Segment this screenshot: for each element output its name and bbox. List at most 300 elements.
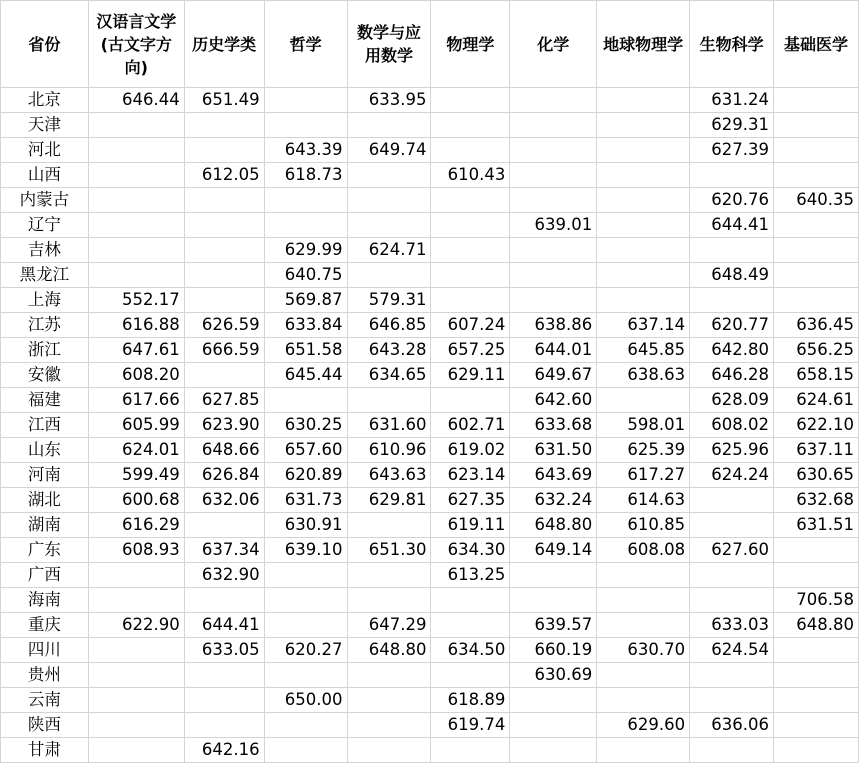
score-cell-basic-medicine: 648.80: [774, 613, 859, 638]
score-cell-philosophy: 620.89: [264, 463, 347, 488]
score-cell-biology: 636.06: [690, 713, 774, 738]
table-row: [1, 613, 859, 638]
score-cell-mathematics: 610.96: [347, 438, 431, 463]
score-cell-history: 626.59: [184, 313, 264, 338]
score-cell-biology: [690, 688, 774, 713]
score-cell-basic-medicine: 631.51: [774, 513, 859, 538]
score-cell-history: 651.49: [184, 88, 264, 113]
table-row: [1, 313, 859, 338]
score-cell-physics: 619.11: [431, 513, 510, 538]
score-cell-physics: 613.25: [431, 563, 510, 588]
header-basic-medicine: 基础医学: [774, 1, 859, 88]
table-row: [1, 438, 859, 463]
province-cell: 内蒙古: [1, 188, 89, 213]
score-cell-chinese-paleography: [88, 738, 184, 763]
score-cell-biology: 633.03: [690, 613, 774, 638]
score-cell-basic-medicine: [774, 563, 859, 588]
score-cell-history: [184, 663, 264, 688]
score-cell-history: [184, 713, 264, 738]
score-cell-biology: [690, 513, 774, 538]
score-cell-biology: [690, 288, 774, 313]
province-cell: 福建: [1, 388, 89, 413]
header-chemistry: 化学: [510, 1, 597, 88]
table-row: [1, 413, 859, 438]
score-cell-biology: 620.76: [690, 188, 774, 213]
score-cell-basic-medicine: [774, 263, 859, 288]
score-cell-biology: [690, 738, 774, 763]
score-cell-history: 623.90: [184, 413, 264, 438]
score-cell-history: 632.90: [184, 563, 264, 588]
score-cell-mathematics: [347, 213, 431, 238]
score-cell-philosophy: [264, 588, 347, 613]
score-cell-chemistry: [510, 713, 597, 738]
score-cell-biology: [690, 163, 774, 188]
score-cell-history: [184, 238, 264, 263]
province-cell: 云南: [1, 688, 89, 713]
score-cell-history: 666.59: [184, 338, 264, 363]
score-cell-mathematics: 647.29: [347, 613, 431, 638]
score-cell-geophysics: [597, 388, 690, 413]
score-cell-chemistry: 630.69: [510, 663, 597, 688]
province-cell: 浙江: [1, 338, 89, 363]
score-cell-chinese-paleography: [88, 238, 184, 263]
header-physics: 物理学: [431, 1, 510, 88]
score-cell-biology: [690, 238, 774, 263]
table-row: [1, 163, 859, 188]
score-cell-basic-medicine: 632.68: [774, 488, 859, 513]
table-row: [1, 663, 859, 688]
score-cell-mathematics: 629.81: [347, 488, 431, 513]
province-cell: 河北: [1, 138, 89, 163]
table-row: [1, 713, 859, 738]
score-cell-basic-medicine: [774, 288, 859, 313]
score-cell-physics: 623.14: [431, 463, 510, 488]
score-cell-geophysics: 617.27: [597, 463, 690, 488]
score-cell-mathematics: 624.71: [347, 238, 431, 263]
score-cell-geophysics: [597, 138, 690, 163]
score-cell-geophysics: [597, 188, 690, 213]
table-row: [1, 188, 859, 213]
score-cell-geophysics: [597, 613, 690, 638]
score-cell-philosophy: 618.73: [264, 163, 347, 188]
province-cell: 广西: [1, 563, 89, 588]
score-cell-basic-medicine: 658.15: [774, 363, 859, 388]
score-cell-history: 644.41: [184, 613, 264, 638]
score-cell-chinese-paleography: 646.44: [88, 88, 184, 113]
score-cell-mathematics: 651.30: [347, 538, 431, 563]
score-cell-geophysics: [597, 88, 690, 113]
score-cell-philosophy: [264, 613, 347, 638]
score-cell-mathematics: 649.74: [347, 138, 431, 163]
score-cell-geophysics: [597, 288, 690, 313]
score-cell-philosophy: 630.25: [264, 413, 347, 438]
score-cell-geophysics: 645.85: [597, 338, 690, 363]
score-cell-physics: [431, 213, 510, 238]
score-cell-biology: 624.54: [690, 638, 774, 663]
score-cell-philosophy: [264, 663, 347, 688]
score-cell-chinese-paleography: 599.49: [88, 463, 184, 488]
score-cell-chemistry: [510, 113, 597, 138]
score-cell-physics: 602.71: [431, 413, 510, 438]
score-cell-physics: [431, 88, 510, 113]
score-cell-basic-medicine: 624.61: [774, 388, 859, 413]
score-cell-physics: 634.30: [431, 538, 510, 563]
score-cell-geophysics: [597, 563, 690, 588]
score-cell-chinese-paleography: [88, 138, 184, 163]
score-cell-philosophy: [264, 563, 347, 588]
table-row: [1, 688, 859, 713]
header-mathematics: 数学与应用数学: [347, 1, 431, 88]
province-cell: 贵州: [1, 663, 89, 688]
score-cell-philosophy: [264, 713, 347, 738]
score-cell-mathematics: [347, 388, 431, 413]
score-cell-mathematics: [347, 513, 431, 538]
score-cell-chinese-paleography: [88, 663, 184, 688]
table-row: [1, 288, 859, 313]
score-cell-physics: [431, 263, 510, 288]
score-cell-chemistry: 632.24: [510, 488, 597, 513]
score-cell-geophysics: [597, 263, 690, 288]
score-cell-chemistry: 631.50: [510, 438, 597, 463]
score-cell-chinese-paleography: 552.17: [88, 288, 184, 313]
score-cell-geophysics: 598.01: [597, 413, 690, 438]
table-row: [1, 563, 859, 588]
table-row: [1, 638, 859, 663]
score-cell-philosophy: [264, 738, 347, 763]
score-cell-basic-medicine: 622.10: [774, 413, 859, 438]
score-cell-physics: [431, 138, 510, 163]
score-cell-philosophy: [264, 388, 347, 413]
score-cell-physics: 618.89: [431, 688, 510, 713]
score-cell-philosophy: 639.10: [264, 538, 347, 563]
score-cell-philosophy: [264, 113, 347, 138]
score-cell-mathematics: [347, 188, 431, 213]
score-cell-chinese-paleography: [88, 263, 184, 288]
score-cell-mathematics: [347, 563, 431, 588]
score-cell-physics: 627.35: [431, 488, 510, 513]
score-cell-mathematics: [347, 663, 431, 688]
score-cell-basic-medicine: [774, 538, 859, 563]
score-cell-philosophy: 630.91: [264, 513, 347, 538]
score-cell-basic-medicine: 656.25: [774, 338, 859, 363]
score-cell-history: 637.34: [184, 538, 264, 563]
score-cell-chinese-paleography: 608.93: [88, 538, 184, 563]
score-cell-chinese-paleography: 647.61: [88, 338, 184, 363]
score-cell-biology: 608.02: [690, 413, 774, 438]
province-cell: 海南: [1, 588, 89, 613]
table-row: [1, 263, 859, 288]
score-cell-geophysics: 637.14: [597, 313, 690, 338]
table-row: [1, 588, 859, 613]
province-cell: 四川: [1, 638, 89, 663]
province-cell: 山西: [1, 163, 89, 188]
score-cell-basic-medicine: [774, 138, 859, 163]
score-cell-mathematics: [347, 263, 431, 288]
score-cell-geophysics: [597, 688, 690, 713]
score-cell-basic-medicine: [774, 638, 859, 663]
table-row: [1, 463, 859, 488]
score-cell-physics: [431, 388, 510, 413]
score-cell-biology: 624.24: [690, 463, 774, 488]
score-cell-history: [184, 213, 264, 238]
score-cell-history: [184, 288, 264, 313]
score-cell-physics: 619.02: [431, 438, 510, 463]
score-cell-mathematics: 646.85: [347, 313, 431, 338]
province-cell: 甘肃: [1, 738, 89, 763]
score-cell-chemistry: [510, 288, 597, 313]
score-cell-basic-medicine: 640.35: [774, 188, 859, 213]
province-cell: 辽宁: [1, 213, 89, 238]
score-cell-chemistry: [510, 738, 597, 763]
score-cell-chinese-paleography: 624.01: [88, 438, 184, 463]
score-cell-biology: 646.28: [690, 363, 774, 388]
score-cell-mathematics: 633.95: [347, 88, 431, 113]
table-row: [1, 488, 859, 513]
score-cell-chinese-paleography: 616.29: [88, 513, 184, 538]
score-cell-chemistry: 639.01: [510, 213, 597, 238]
score-cell-geophysics: 630.70: [597, 638, 690, 663]
score-cell-chemistry: 648.80: [510, 513, 597, 538]
score-cell-philosophy: [264, 188, 347, 213]
header-philosophy: 哲学: [264, 1, 347, 88]
score-cell-chemistry: 643.69: [510, 463, 597, 488]
score-cell-biology: [690, 563, 774, 588]
score-cell-mathematics: [347, 713, 431, 738]
score-cell-chemistry: [510, 688, 597, 713]
score-cell-biology: [690, 488, 774, 513]
score-cell-basic-medicine: [774, 113, 859, 138]
score-cell-geophysics: [597, 213, 690, 238]
score-cell-chemistry: 642.60: [510, 388, 597, 413]
score-cell-philosophy: 650.00: [264, 688, 347, 713]
score-cell-chemistry: 638.86: [510, 313, 597, 338]
score-cell-mathematics: 643.28: [347, 338, 431, 363]
score-cell-history: [184, 513, 264, 538]
score-cell-chinese-paleography: [88, 563, 184, 588]
score-cell-biology: 642.80: [690, 338, 774, 363]
table-row: [1, 388, 859, 413]
score-cell-history: 633.05: [184, 638, 264, 663]
score-cell-history: [184, 188, 264, 213]
table-row: [1, 113, 859, 138]
province-cell: 江苏: [1, 313, 89, 338]
score-cell-philosophy: 569.87: [264, 288, 347, 313]
score-cell-geophysics: 614.63: [597, 488, 690, 513]
score-cell-history: [184, 363, 264, 388]
score-cell-biology: 625.96: [690, 438, 774, 463]
score-cell-chemistry: 633.68: [510, 413, 597, 438]
header-geophysics: 地球物理学: [597, 1, 690, 88]
table-row: [1, 138, 859, 163]
score-cell-philosophy: 643.39: [264, 138, 347, 163]
score-cell-history: [184, 138, 264, 163]
score-cell-basic-medicine: 706.58: [774, 588, 859, 613]
score-cell-philosophy: 640.75: [264, 263, 347, 288]
table-row: [1, 213, 859, 238]
table-row: [1, 88, 859, 113]
score-cell-chinese-paleography: 605.99: [88, 413, 184, 438]
score-cell-chinese-paleography: 608.20: [88, 363, 184, 388]
table-row: [1, 538, 859, 563]
score-cell-physics: [431, 238, 510, 263]
score-cell-chinese-paleography: [88, 588, 184, 613]
score-cell-chinese-paleography: [88, 188, 184, 213]
score-cell-chemistry: [510, 263, 597, 288]
score-cell-chemistry: 660.19: [510, 638, 597, 663]
score-cell-mathematics: 634.65: [347, 363, 431, 388]
score-cell-philosophy: 645.44: [264, 363, 347, 388]
score-cell-mathematics: 648.80: [347, 638, 431, 663]
table-row: [1, 513, 859, 538]
score-cell-basic-medicine: [774, 738, 859, 763]
score-cell-mathematics: 631.60: [347, 413, 431, 438]
province-cell: 湖南: [1, 513, 89, 538]
score-cell-history: 627.85: [184, 388, 264, 413]
score-cell-geophysics: [597, 588, 690, 613]
score-cell-physics: 610.43: [431, 163, 510, 188]
score-cell-physics: [431, 588, 510, 613]
score-cell-chemistry: [510, 238, 597, 263]
score-cell-biology: 627.39: [690, 138, 774, 163]
score-cell-biology: 620.77: [690, 313, 774, 338]
score-cell-biology: 627.60: [690, 538, 774, 563]
table-row: [1, 363, 859, 388]
score-cell-geophysics: [597, 663, 690, 688]
score-cell-geophysics: 625.39: [597, 438, 690, 463]
score-cell-geophysics: 638.63: [597, 363, 690, 388]
score-cell-basic-medicine: 630.65: [774, 463, 859, 488]
score-cell-chinese-paleography: [88, 713, 184, 738]
score-cell-geophysics: [597, 163, 690, 188]
score-cell-mathematics: [347, 738, 431, 763]
table-body: [1, 88, 859, 763]
score-cell-geophysics: [597, 238, 690, 263]
score-cell-chinese-paleography: 622.90: [88, 613, 184, 638]
score-cell-basic-medicine: [774, 238, 859, 263]
score-cell-chinese-paleography: [88, 113, 184, 138]
score-cell-biology: 648.49: [690, 263, 774, 288]
score-cell-philosophy: 657.60: [264, 438, 347, 463]
province-cell: 江西: [1, 413, 89, 438]
table-row: [1, 338, 859, 363]
score-cell-history: 612.05: [184, 163, 264, 188]
score-cell-biology: [690, 588, 774, 613]
table-row: [1, 238, 859, 263]
score-cell-chemistry: [510, 563, 597, 588]
score-cell-mathematics: [347, 163, 431, 188]
score-cell-chinese-paleography: 616.88: [88, 313, 184, 338]
province-cell: 陕西: [1, 713, 89, 738]
score-cell-philosophy: [264, 88, 347, 113]
score-cell-chemistry: [510, 188, 597, 213]
score-cell-geophysics: 610.85: [597, 513, 690, 538]
score-cell-philosophy: 620.27: [264, 638, 347, 663]
score-cell-mathematics: [347, 588, 431, 613]
province-cell: 吉林: [1, 238, 89, 263]
score-cell-history: 642.16: [184, 738, 264, 763]
score-cell-chemistry: [510, 588, 597, 613]
score-cell-chemistry: [510, 88, 597, 113]
score-cell-basic-medicine: [774, 713, 859, 738]
header-province: 省份: [1, 1, 89, 88]
score-cell-chemistry: 649.67: [510, 363, 597, 388]
score-cell-chemistry: 649.14: [510, 538, 597, 563]
score-cell-mathematics: [347, 113, 431, 138]
score-cell-geophysics: 629.60: [597, 713, 690, 738]
score-cell-physics: [431, 188, 510, 213]
score-cell-chemistry: [510, 163, 597, 188]
score-cell-basic-medicine: 636.45: [774, 313, 859, 338]
score-cell-biology: [690, 663, 774, 688]
score-cell-history: [184, 263, 264, 288]
score-cell-basic-medicine: [774, 663, 859, 688]
province-cell: 安徽: [1, 363, 89, 388]
score-cell-mathematics: 579.31: [347, 288, 431, 313]
score-cell-philosophy: 633.84: [264, 313, 347, 338]
score-cell-geophysics: [597, 113, 690, 138]
header-chinese-paleography: 汉语言文学(古文字方向): [88, 1, 184, 88]
score-cell-chinese-paleography: [88, 688, 184, 713]
score-cell-philosophy: 651.58: [264, 338, 347, 363]
score-cell-physics: [431, 288, 510, 313]
score-cell-basic-medicine: [774, 163, 859, 188]
header-row: [1, 1, 859, 88]
score-cell-history: 632.06: [184, 488, 264, 513]
province-cell: 天津: [1, 113, 89, 138]
score-cell-history: 626.84: [184, 463, 264, 488]
score-cell-geophysics: 608.08: [597, 538, 690, 563]
province-cell: 上海: [1, 288, 89, 313]
score-cell-philosophy: 631.73: [264, 488, 347, 513]
province-cell: 重庆: [1, 613, 89, 638]
score-cell-philosophy: 629.99: [264, 238, 347, 263]
table-row: [1, 738, 859, 763]
score-cell-physics: 629.11: [431, 363, 510, 388]
score-cell-philosophy: [264, 213, 347, 238]
score-cell-history: [184, 588, 264, 613]
score-cell-chinese-paleography: [88, 163, 184, 188]
score-cell-mathematics: [347, 688, 431, 713]
score-cell-chinese-paleography: [88, 638, 184, 663]
score-cell-physics: 657.25: [431, 338, 510, 363]
score-cell-biology: 644.41: [690, 213, 774, 238]
score-cell-physics: 607.24: [431, 313, 510, 338]
province-cell: 河南: [1, 463, 89, 488]
province-cell: 湖北: [1, 488, 89, 513]
score-cell-biology: 631.24: [690, 88, 774, 113]
header-history: 历史学类: [184, 1, 264, 88]
score-cell-physics: [431, 113, 510, 138]
score-cell-chemistry: 639.57: [510, 613, 597, 638]
province-cell: 北京: [1, 88, 89, 113]
score-cell-physics: [431, 613, 510, 638]
header-biology: 生物科学: [690, 1, 774, 88]
score-cell-physics: 619.74: [431, 713, 510, 738]
score-cell-history: [184, 113, 264, 138]
score-cell-biology: 628.09: [690, 388, 774, 413]
score-cell-chinese-paleography: 600.68: [88, 488, 184, 513]
score-cell-basic-medicine: [774, 213, 859, 238]
score-cell-basic-medicine: 637.11: [774, 438, 859, 463]
score-cell-basic-medicine: [774, 88, 859, 113]
score-cell-mathematics: 643.63: [347, 463, 431, 488]
score-cell-basic-medicine: [774, 688, 859, 713]
score-cell-chemistry: [510, 138, 597, 163]
score-cell-history: [184, 688, 264, 713]
score-cell-geophysics: [597, 738, 690, 763]
score-cell-history: 648.66: [184, 438, 264, 463]
score-cell-physics: [431, 663, 510, 688]
